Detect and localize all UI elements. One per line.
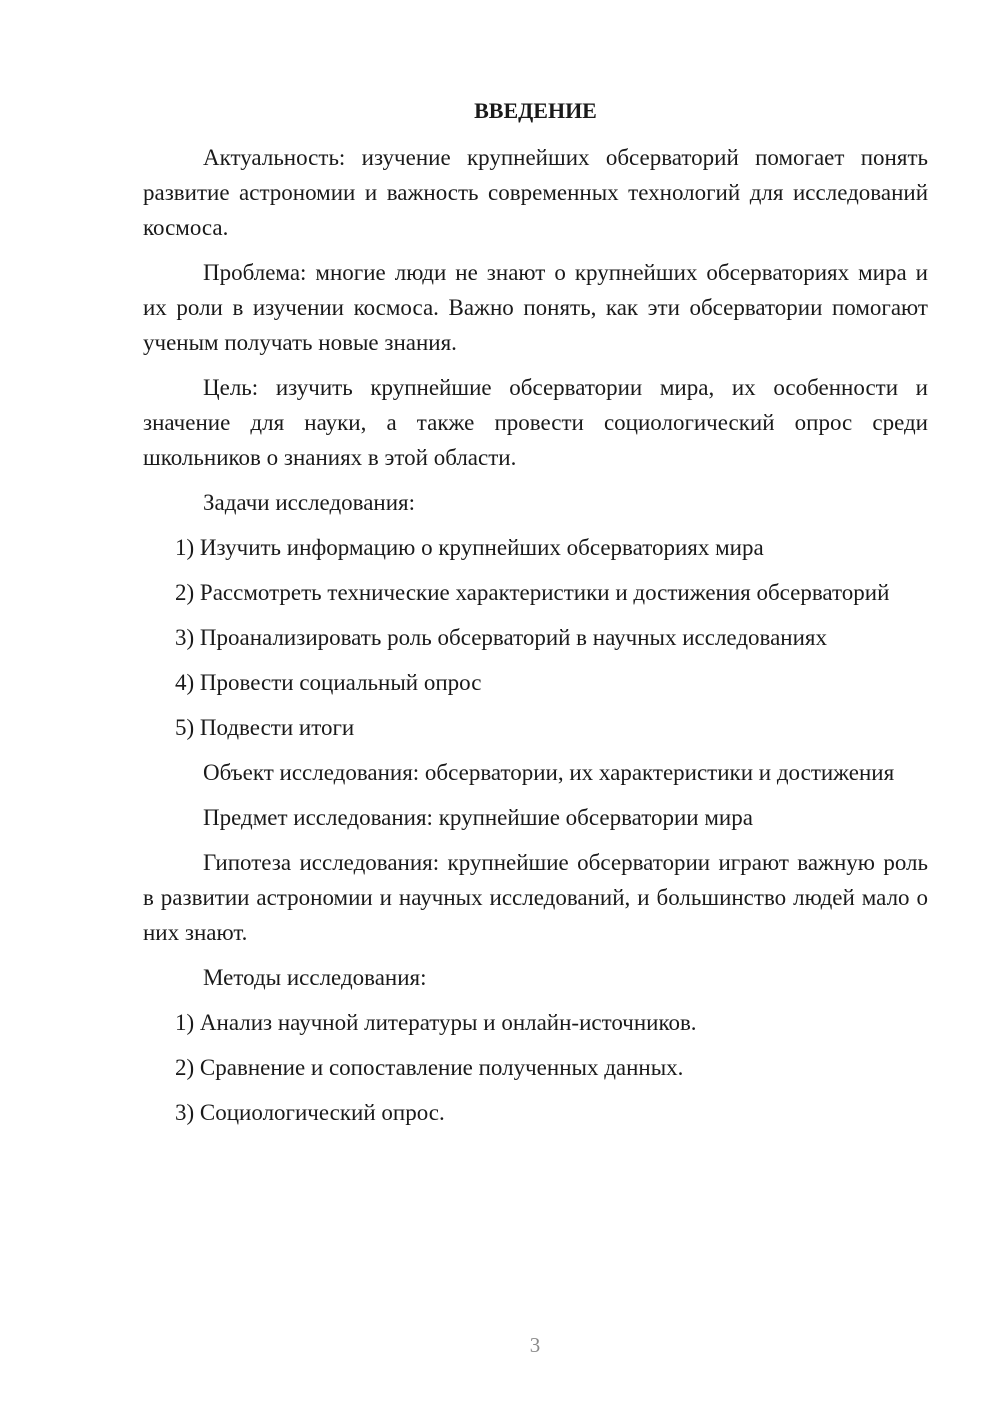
paragraph-object: Объект исследования: обсерватории, их характеристики и достижения [203, 760, 895, 785]
paragraph-subject: Предмет исследования: крупнейшие обсерватории мира [203, 805, 753, 830]
paragraph-methods-heading: Методы исследования: [203, 965, 427, 990]
method-item-1: 1) Анализ научной литературы и онлайн-источников. [175, 1010, 697, 1035]
task-item-3: 3) Проанализировать роль обсерваторий в научных исследованиях [175, 625, 827, 650]
paragraph-problem: Проблема: многие люди не знают о крупнейших обсерваториях мира и их роли в изучении космоса. Важно понять, как эти обсерватории помогают ученым получать новые знания. [143, 260, 928, 355]
method-item-3: 3) Социологический опрос. [175, 1100, 445, 1125]
method-item-2: 2) Сравнение и сопоставление полученных данных. [175, 1055, 684, 1080]
task-item-2: 2) Рассмотреть технические характеристики и достижения обсерваторий [175, 580, 890, 605]
paragraph-relevance: Актуальность: изучение крупнейших обсерваторий помогает понять развитие астрономии и важность современных технологий для исследований космоса. [143, 145, 928, 240]
task-item-1: 1) Изучить информацию о крупнейших обсерваториях мира [175, 535, 764, 560]
page-content [143, 96, 928, 1140]
task-item-4: 4) Провести социальный опрос [175, 670, 482, 695]
page-number: 3 [529, 1333, 541, 1357]
task-item-5: 5) Подвести итоги [175, 715, 355, 740]
paragraph-hypothesis: Гипотеза исследования: крупнейшие обсерватории играют важную роль в развитии астрономии и научных исследований, и большинство людей мало о них знают. [143, 850, 928, 945]
paragraph-goal: Цель: изучить крупнейшие обсерватории мира, их особенности и значение для науки, а также провести социологический опрос среди школьников о знаниях в этой области. [143, 375, 928, 470]
paragraph-tasks-heading: Задачи исследования: [203, 490, 416, 515]
page-title: ВВЕДЕНИЕ [474, 98, 597, 123]
